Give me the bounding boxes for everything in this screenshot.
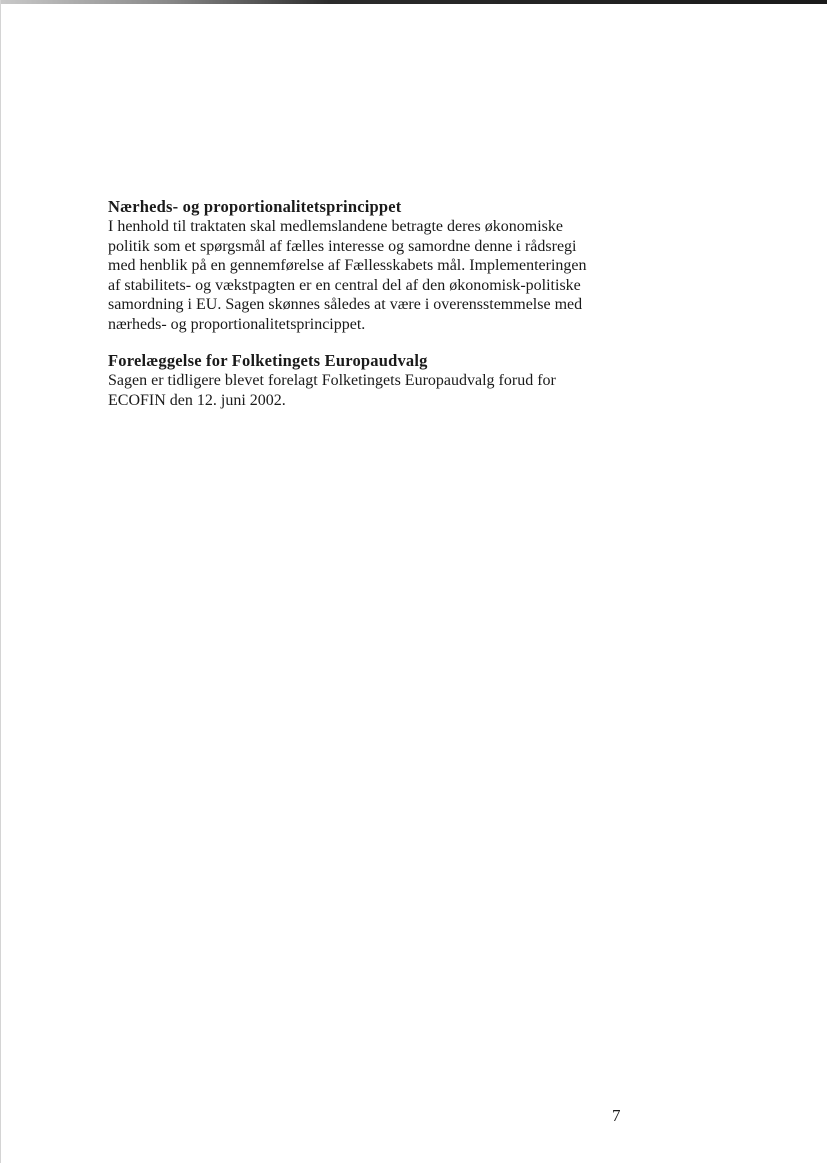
section-subsidiarity bbox=[108, 197, 638, 335]
section-body bbox=[108, 371, 638, 410]
body-line: politik som et spørgsmål af fælles interesse og samordne denne i rådsregi bbox=[108, 237, 577, 255]
body-line: nærheds- og proportionalitetsprincippet. bbox=[108, 315, 366, 333]
section-body bbox=[108, 217, 638, 335]
page-number: 7 bbox=[612, 1106, 621, 1125]
scan-top-edge bbox=[0, 0, 827, 4]
body-line: samordning i EU. Sagen skønnes således at være i overensstemmelse med bbox=[108, 296, 583, 314]
section-parliament-committee bbox=[108, 351, 638, 410]
body-line: I henhold til traktaten skal medlemslandene betragte deres økonomiske bbox=[108, 218, 563, 235]
body-line: ECOFIN den 12. juni 2002. bbox=[108, 391, 286, 409]
body-line: med henblik på en gennemførelse af Fællesskabets mål. Implementeringen bbox=[108, 257, 587, 275]
section-heading: Nærheds- og proportionalitetsprincippet bbox=[108, 197, 402, 216]
section-heading: Forelæggelse for Folketingets Europaudvalg bbox=[108, 351, 428, 370]
body-line: af stabilitets- og vækstpagten er en central del af den økonomisk-politiske bbox=[108, 276, 581, 294]
scan-left-edge bbox=[0, 0, 1, 1163]
body-line: Sagen er tidligere blevet forelagt Folketingets Europaudvalg forud for bbox=[108, 372, 556, 389]
